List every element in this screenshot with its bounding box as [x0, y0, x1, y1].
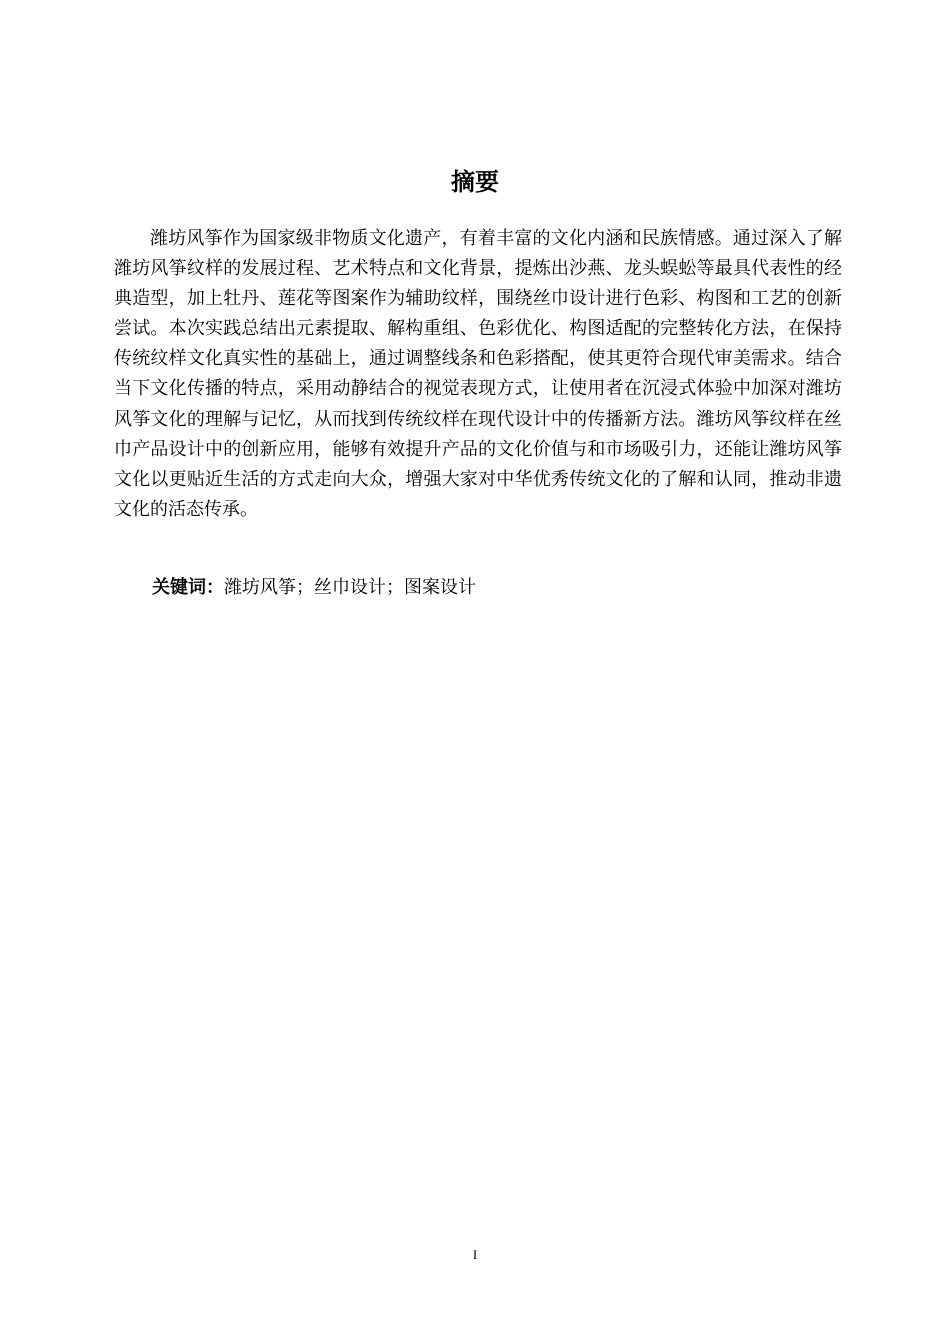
page-number: I [472, 1247, 478, 1262]
keywords-value: 潍坊风筝；丝巾设计；图案设计 [224, 577, 476, 598]
abstract-body: 潍坊风筝作为国家级非物质文化遗产，有着丰富的文化内涵和民族情感。通过深入了解潍坊风筝纹样的发展过程、艺术特点和文化背景，提炼出沙燕、龙头蜈蚣等最具代表性的经典造型，加上牡丹、莲花等图案作为辅助纹样，围绕丝巾设计进行色彩、构图和工艺的创新尝试。本次实践总结出元素提取、解构重组、色彩优化、构图适配的完整转化方法，在保持传统纹样文化真实性的基础上，通过调整线条和色彩搭配，使其更符合现代审美需求。结合当下文化传播的特点，采用动静结合的视觉表现方式，让使用者在沉浸式体验中加深对潍坊风筝文化的理解与记忆，从而找到传统纹样在现代设计中的传播新方法。潍坊风筝纹样在丝巾产品设计中的创新应用，能够有效提升产品的文化价值与和市场吸引力，还能让潍坊风筝文化以更贴近生活的方式走向大众，增强大家对中华优秀传统文化的了解和认同，推动非遗文化的活态传承。 [114, 228, 842, 520]
keywords-line [152, 573, 842, 603]
keywords-label: 关键词： [152, 577, 224, 598]
abstract-title: 摘要 [451, 168, 499, 196]
